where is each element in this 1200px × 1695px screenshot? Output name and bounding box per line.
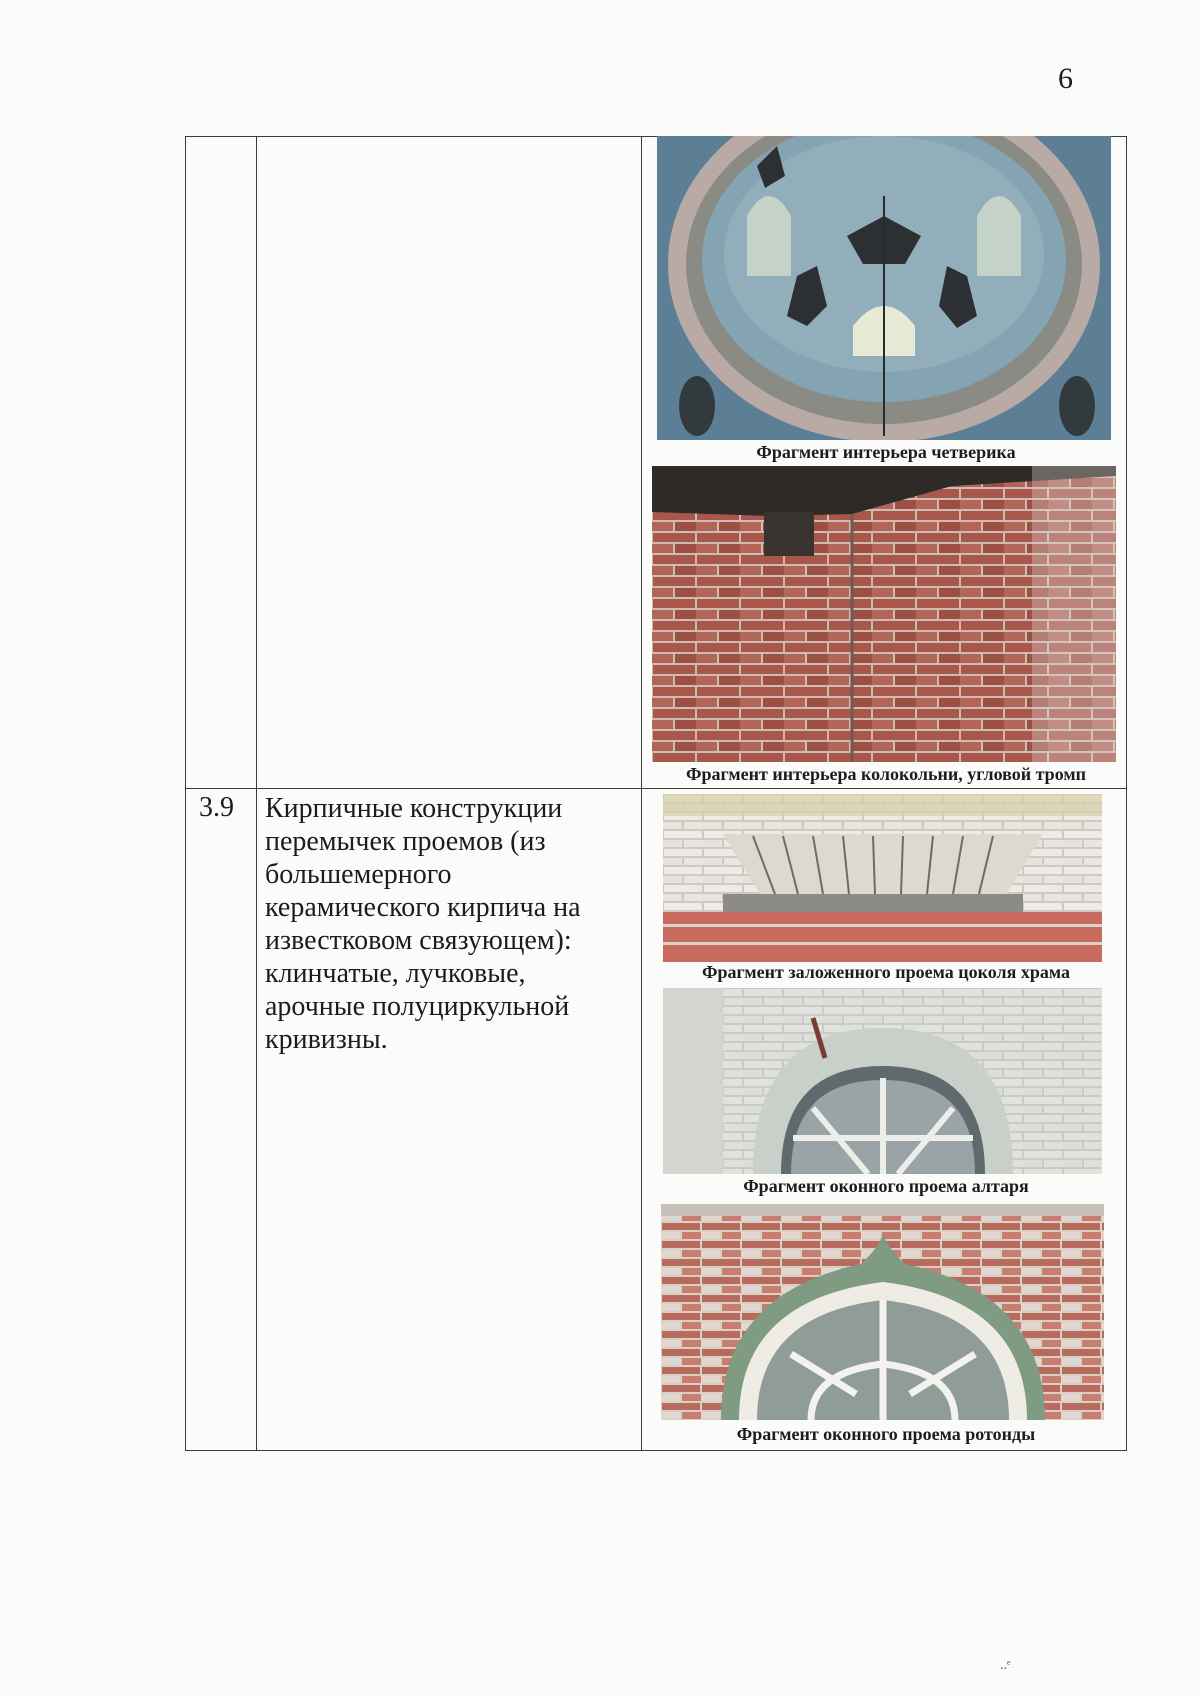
photo-rotunda-window [661, 1204, 1104, 1420]
row-number: 3.9 [199, 792, 234, 823]
photo-altar-window [663, 988, 1102, 1174]
photo-belltower-interior [652, 466, 1116, 762]
row-description: Кирпичные конструкции перемычек проемов (из большемерного керамического кирпича на известковом связующем): клинчатые, лучковые, арочные полуциркульной кривизны. [265, 793, 581, 1055]
photo-filled-opening [663, 794, 1102, 962]
photo-caption: Фрагмент заложенного проема цоколя храма [702, 962, 1070, 982]
photo-dome-interior [657, 136, 1111, 440]
photo-caption: Фрагмент интерьера четверика [756, 442, 1016, 462]
photo-caption: Фрагмент оконного проема алтаря [743, 1176, 1029, 1196]
photo-caption: Фрагмент интерьера колокольни, угловой тромп [686, 764, 1086, 784]
photo-caption: Фрагмент оконного проема ротонды [736, 1424, 1036, 1444]
scan-mark: ..ᵉ [1000, 1658, 1011, 1673]
specification-table [185, 136, 1127, 1451]
page-number: 6 [1058, 62, 1073, 95]
